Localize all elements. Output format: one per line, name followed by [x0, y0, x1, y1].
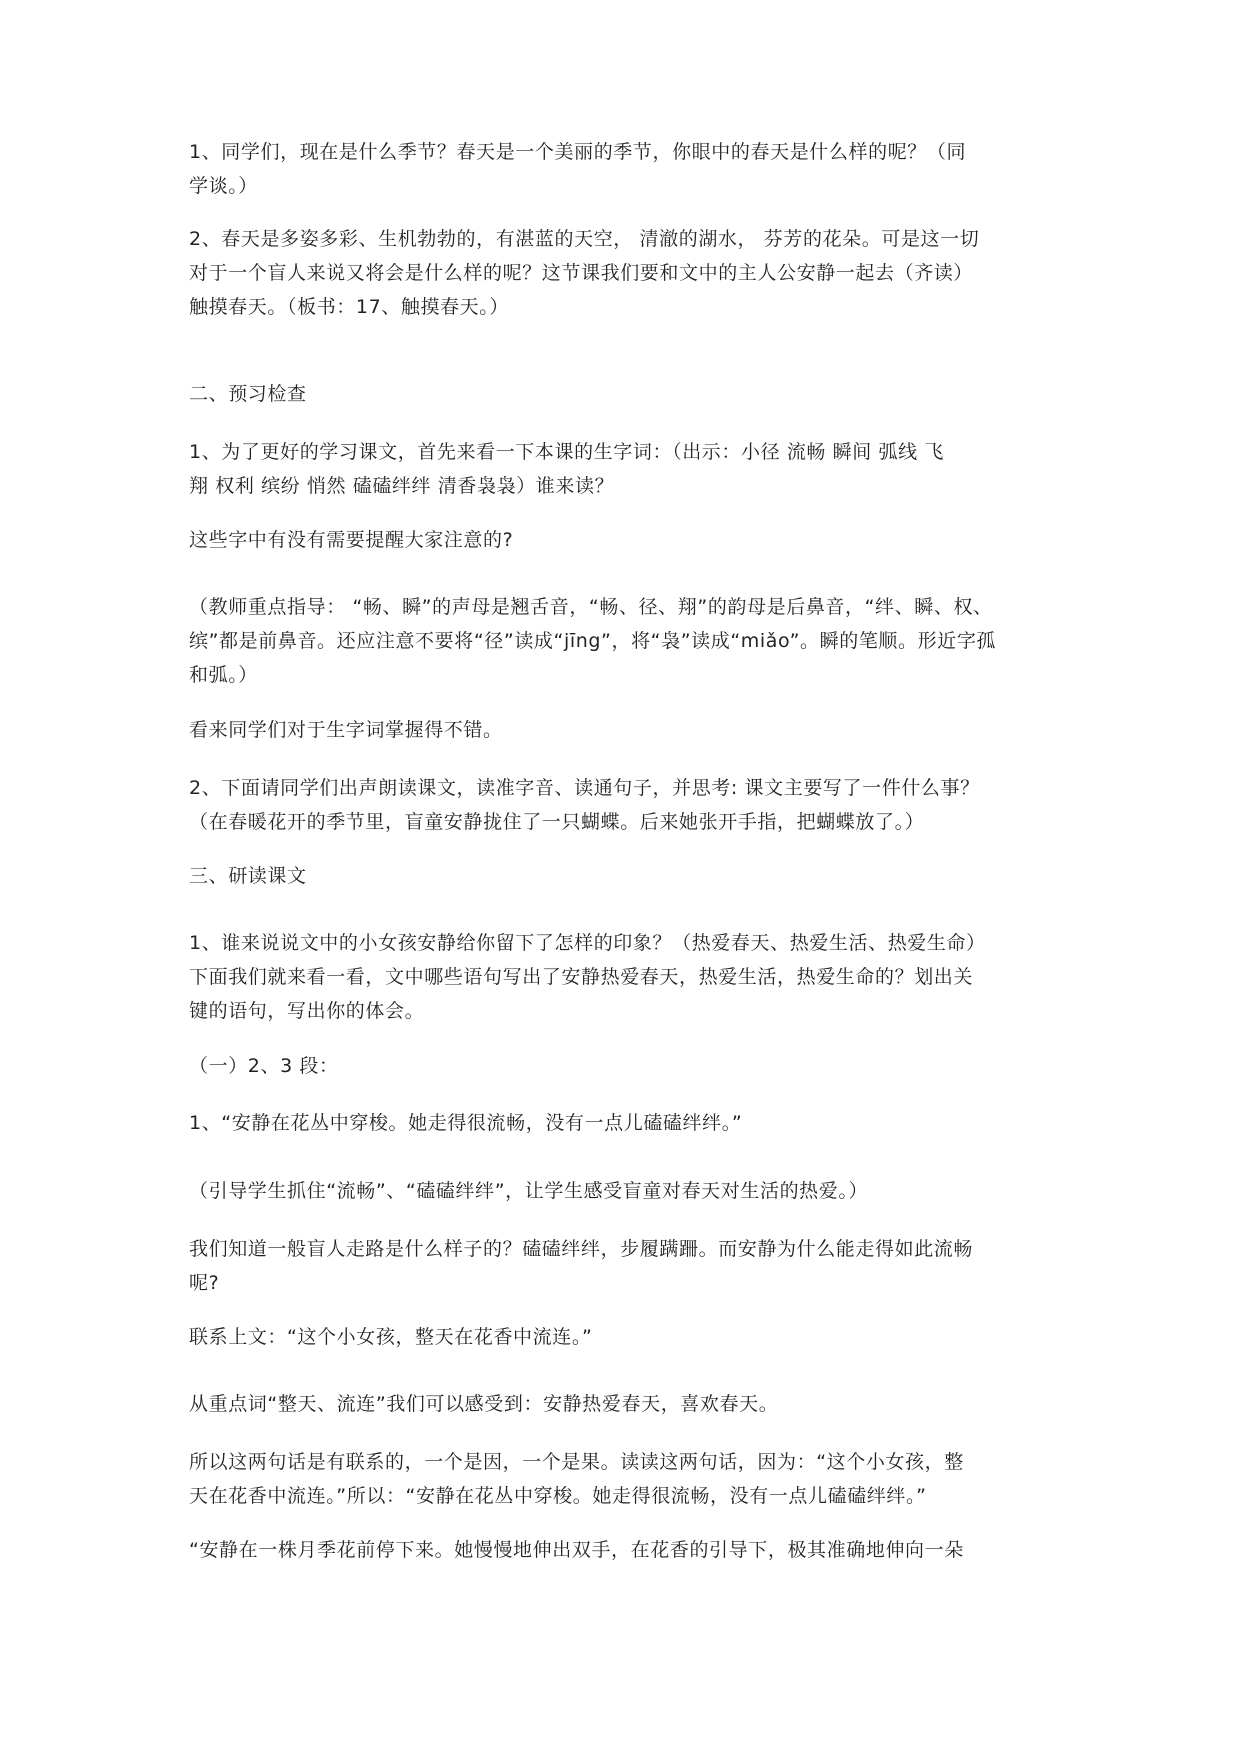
paragraph-read-aloud: [189, 771, 1055, 839]
paragraph-key-words: [189, 1387, 1055, 1421]
section-heading: 三、研读课文: [189, 865, 307, 887]
paragraph-new-words: [189, 435, 1055, 503]
text-line: 键的语句，写出你的体会。: [189, 1000, 425, 1022]
text-line: 看来同学们对于生字词掌握得不错。: [189, 719, 503, 741]
paragraph-quote-shuttle: [189, 1106, 1055, 1140]
text-line: 缤”都是前鼻音。还应注意不要将“径”读成“jīng”，将“袅”读成“miǎo”。瞬的笔顺。形近字孤: [189, 630, 997, 652]
paragraph-spring-description: [189, 222, 1055, 324]
section-heading: 二、预习检查: [189, 383, 307, 405]
text-line: “安静在一株月季花前停下来。她慢慢地伸出双手，在花香的引导下，极其准确地伸向一朵: [189, 1539, 964, 1561]
text-line: 1、为了更好的学习课文，首先来看一下本课的生字词：（出示：小径 流畅 瞬间 弧线 飞: [189, 441, 944, 463]
text-line: 和弧。）: [189, 664, 258, 686]
paragraph-teacher-guidance: [189, 590, 1055, 692]
text-line: （教师重点指导： “畅、瞬”的声母是翘舌音，“畅、径、翔”的韵母是后鼻音，“绊、瞬、权、: [189, 596, 993, 618]
text-line: 从重点词“整天、流连”我们可以感受到：安静热爱春天，喜欢春天。: [189, 1393, 779, 1415]
paragraph-context-link: [189, 1320, 1055, 1354]
text-line: 2、春天是多姿多彩、生机勃勃的，有湛蓝的天空， 清澈的湖水， 芬芳的花朵。可是这一切: [189, 228, 980, 250]
paragraph-blind-walking: [189, 1232, 1055, 1300]
text-line: 天在花香中流连。”所以：“安静在花丛中穿梭。她走得很流畅，没有一点儿磕磕绊绊。”: [189, 1485, 927, 1507]
text-line: 这些字中有没有需要提醒大家注意的?: [189, 529, 514, 551]
text-line: 翔 权利 缤纷 悄然 磕磕绊绊 清香袅袅）谁来读？: [189, 475, 615, 497]
subsection-heading-paragraphs-2-3: [189, 1049, 1055, 1083]
text-line: 呢?: [189, 1272, 220, 1294]
paragraph-mastery-comment: [189, 713, 1055, 747]
paragraph-cause-effect: [189, 1445, 1055, 1513]
paragraph-impression-question: [189, 926, 1055, 1028]
text-line: （在春暖花开的季节里，盲童安静拢住了一只蝴蝶。后来她张开手指，把蝴蝶放了。）: [189, 811, 925, 833]
text-line: 学谈。）: [189, 175, 258, 197]
text-line: 1、“安静在花丛中穿梭。她走得很流畅，没有一点儿磕磕绊绊。”: [189, 1112, 743, 1134]
paragraph-quote-rose: [189, 1533, 1055, 1567]
section-heading-preview-check: [189, 377, 1055, 411]
text-line: 触摸春天。（板书：17、触摸春天。）: [189, 296, 509, 318]
text-line: 1、同学们，现在是什么季节？春天是一个美丽的季节，你眼中的春天是什么样的呢？（同: [189, 141, 967, 163]
section-heading-study-text: [189, 859, 1055, 893]
text-line: 所以这两句话是有联系的，一个是因，一个是果。读读这两句话，因为：“这个小女孩，整: [189, 1451, 964, 1473]
paragraph-intro-question: [189, 135, 1055, 203]
subsection-heading: （一）2、3 段：: [189, 1055, 339, 1077]
text-line: 2、下面请同学们出声朗读课文，读准字音、读通句子，并思考: 课文主要写了一件什么事？: [189, 777, 980, 799]
text-line: 对于一个盲人来说又将会是什么样的呢？这节课我们要和文中的主人公安静一起去（齐读）: [189, 262, 974, 284]
text-line: 我们知道一般盲人走路是什么样子的？磕磕绊绊，步履蹒跚。而安静为什么能走得如此流畅: [189, 1238, 974, 1260]
text-line: 联系上文：“这个小女孩，整天在花香中流连。”: [189, 1326, 593, 1348]
paragraph-guide-students: [189, 1174, 1055, 1208]
paragraph-reminder-question: [189, 523, 1055, 557]
text-line: 1、谁来说说文中的小女孩安静给你留下了怎样的印象？（热爱春天、热爱生活、热爱生命）: [189, 932, 986, 954]
text-line: （引导学生抓住“流畅”、“磕磕绊绊”，让学生感受盲童对春天对生活的热爱。）: [189, 1180, 869, 1202]
text-line: 下面我们就来看一看，文中哪些语句写出了安静热爱春天，热爱生活，热爱生命的？划出关: [189, 966, 974, 988]
